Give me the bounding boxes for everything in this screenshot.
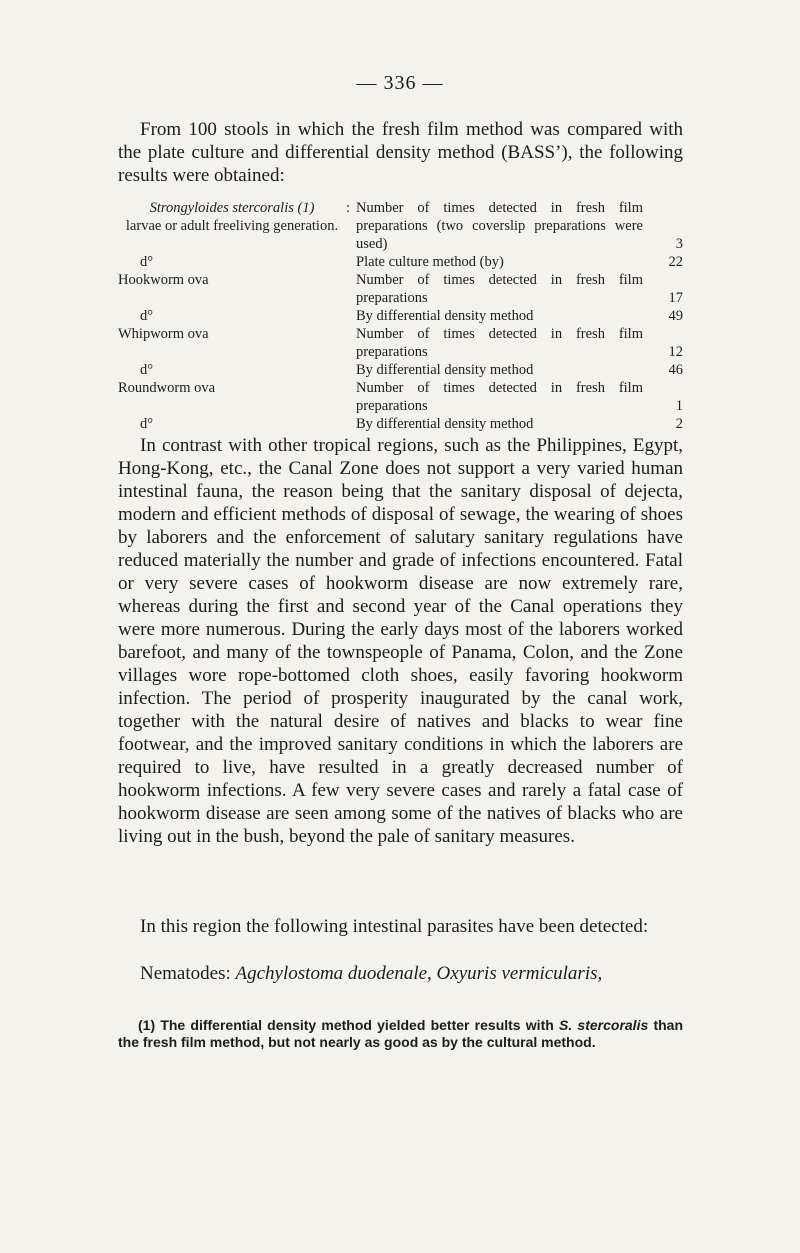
method-cell: Number of times detected in fresh film preparations xyxy=(356,380,643,414)
contrast-paragraph: In contrast with other tropical regions, such as the Philippines, Egypt, Hong-Kong, etc., the Canal Zone does not support a very varied human intestinal fauna, the reason being that the sanitary disposal of dejecta, modern and efficient methods of disposal of sewage, the wearing of shoes by laborers and the enforcement of salutary sanitary regulations have reduced materially the number and grade of infections encountered. Fatal or very severe cases of hookworm disease are now extremely rare, whereas during the first and second year of the Canal operations they were more numerous. During the early days most of the laborers worked barefoot, and many of the townspeople of Panama, Colon, and the Zone villages wore rope-bottomed cloth shoes, easily favoring hookworm infection. The period of prosperity inaugurated by the canal work, together with the natural desire of natives and blacks to wear fine footwear, and the improved sanitary conditions in which the laborers are required to live, have resulted in a greatly decreased number of hookworm infections. A few very severe cases and rarely a fatal case of hookworm disease are seen among some of the natives of blacks who are living out in the bush, beyond the pale of sanitary measures. xyxy=(118,435,683,847)
method-cell: Number of times detected in fresh film preparations (two coverslip preparations were used) xyxy=(356,200,643,252)
count-cell: 17 xyxy=(668,290,683,306)
organism-cell xyxy=(118,199,346,253)
organism-cell: d° xyxy=(140,254,154,270)
colon: : xyxy=(346,200,351,216)
table-row xyxy=(118,271,683,307)
organism-subtitle: larvae or adult freeliving generation. xyxy=(125,218,339,234)
organism-cell: Hookworm ova xyxy=(118,272,209,288)
count-cell: 49 xyxy=(668,308,683,324)
organism-name: Strongyloides stercoralis (1) xyxy=(149,200,315,216)
region-paragraph: In this region the following intestinal parasites have been detected: xyxy=(140,916,649,937)
method-cell: Number of times detected in fresh film preparations xyxy=(356,272,643,306)
nematodes-line xyxy=(118,962,683,985)
count-cell: 1 xyxy=(675,398,683,414)
intro-paragraph: From 100 stools in which the fresh film method was compared with the plate culture and differential density method (BASS’), the following results were obtained: xyxy=(118,119,683,186)
footnote xyxy=(118,1017,683,1051)
method-cell: Plate culture method (by) xyxy=(356,254,504,270)
table-row xyxy=(118,307,683,325)
table-row xyxy=(118,415,683,433)
table-row xyxy=(118,361,683,379)
count-cell: 12 xyxy=(668,344,683,360)
table-row xyxy=(118,253,683,271)
results-table xyxy=(118,199,683,433)
organism-cell: Whipworm ova xyxy=(118,326,209,342)
table-row xyxy=(118,199,683,253)
method-cell: By differential density method xyxy=(356,362,534,378)
count-cell: 2 xyxy=(675,416,683,432)
count-cell: 22 xyxy=(668,254,683,270)
footnote-species: S. stercoralis xyxy=(559,1017,649,1033)
method-cell: Number of times detected in fresh film preparations xyxy=(356,326,643,360)
nematodes-species: Agchylostoma duodenale, Oxyuris vermicularis, xyxy=(235,963,603,984)
nematodes-label: Nematodes: xyxy=(140,963,231,984)
method-cell: By differential density method xyxy=(356,308,534,324)
method-cell: By differential density method xyxy=(356,416,534,432)
organism-cell: d° xyxy=(140,416,154,432)
footnote-text-before: The differential density method yielded better results with xyxy=(160,1017,554,1033)
organism-cell: d° xyxy=(140,308,154,324)
organism-cell: Roundworm ova xyxy=(118,380,216,396)
page-number: — 336 — xyxy=(356,72,444,94)
table-row xyxy=(118,379,683,415)
count-cell: 46 xyxy=(668,362,683,378)
table-row xyxy=(118,325,683,361)
footnote-marker: (1) xyxy=(138,1017,156,1033)
count-cell: 3 xyxy=(675,236,683,252)
organism-cell: d° xyxy=(140,362,154,378)
footnote-text-after: than the fresh film method, but not nearly as good as by the cultural method. xyxy=(118,1017,684,1050)
